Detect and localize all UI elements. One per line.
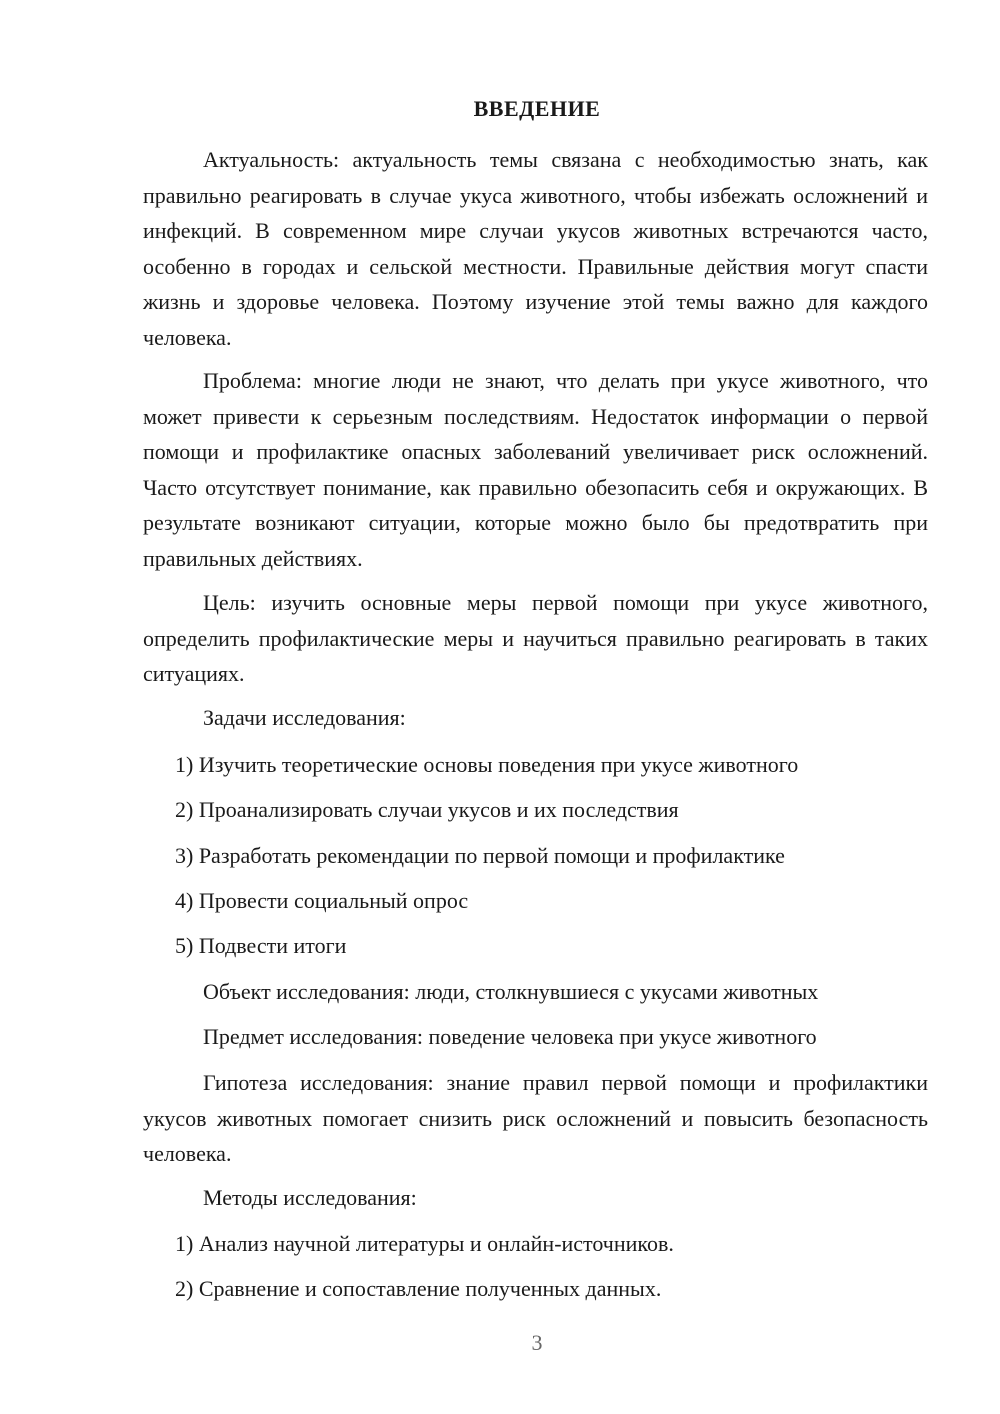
page-title: ВВЕДЕНИЕ <box>473 96 601 121</box>
task-item: 5) Подвести итоги <box>175 933 347 958</box>
tasks-heading: Задачи исследования: <box>203 705 406 730</box>
research-object: Объект исследования: люди, столкнувшиеся с укусами животных <box>203 979 819 1004</box>
research-subject: Предмет исследования: поведение человека при укусе животного <box>203 1024 817 1049</box>
task-item: 4) Провести социальный опрос <box>175 888 469 913</box>
page-number: 3 <box>531 1330 543 1355</box>
methods-heading: Методы исследования: <box>203 1185 417 1210</box>
method-item: 1) Анализ научной литературы и онлайн-источников. <box>175 1231 674 1256</box>
relevance-paragraph: Актуальность: актуальность темы связана с необходимостью знать, как правильно реагировать в случае укуса животного, чтобы избежать осложнений и инфекций. В современном мире случаи укусов животных встречаются часто, особенно в городах и сельской местности. Правильные действия могут спасти жизнь и здоровье человека. Поэтому изучение этой темы важно для каждого человека. <box>143 147 928 350</box>
goal-paragraph: Цель: изучить основные меры первой помощи при укусе животного, определить профилактические меры и научиться правильно реагировать в таких ситуациях. <box>143 590 928 686</box>
task-item: 2) Проанализировать случаи укусов и их последствия <box>175 797 679 822</box>
task-item: 1) Изучить теоретические основы поведения при укусе животного <box>175 752 799 777</box>
hypothesis-paragraph: Гипотеза исследования: знание правил первой помощи и профилактики укусов животных помогает снизить риск осложнений и повысить безопасность человека. <box>143 1070 928 1166</box>
task-item: 3) Разработать рекомендации по первой помощи и профилактике <box>175 843 785 868</box>
problem-paragraph: Проблема: многие люди не знают, что делать при укусе животного, что может привести к серьезным последствиям. Недостаток информации о первой помощи и профилактике опасных заболеваний увеличивает риск осложнений. Часто отсутствует понимание, как правильно обезопасить себя и окружающих. В результате возникают ситуации, которые можно было бы предотвратить при правильных действиях. <box>143 368 928 571</box>
method-item: 2) Сравнение и сопоставление полученных данных. <box>175 1276 662 1301</box>
